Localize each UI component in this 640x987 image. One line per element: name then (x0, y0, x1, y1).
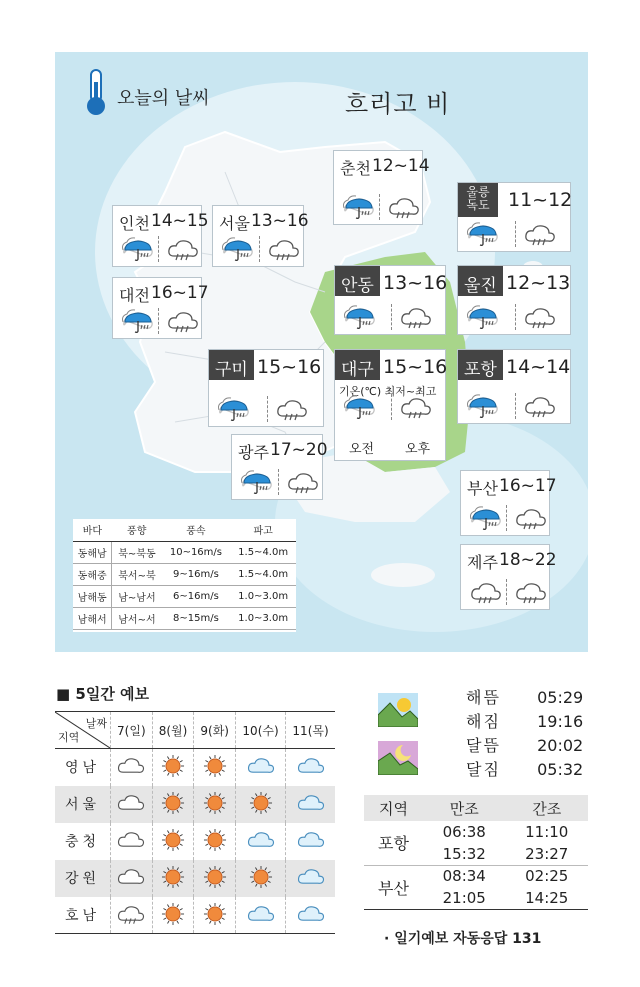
city-card (333, 150, 430, 225)
sunset-time: 19:16 (537, 712, 584, 731)
rain-icon (121, 308, 155, 334)
forecast-cell (152, 823, 194, 860)
tide-low: 23:27 (505, 843, 588, 865)
city-temp: 18~22 (499, 550, 557, 570)
forecast-cell (194, 823, 236, 860)
am-pm-divider (506, 505, 507, 531)
city-temp: 14~14 (506, 356, 571, 378)
marine-cell: 동해중 (73, 563, 112, 585)
marine-cell: 남서~서 (112, 607, 162, 629)
marine-row (73, 563, 296, 585)
cloud-icon (116, 865, 146, 891)
forecast-corner (55, 712, 111, 749)
moonrise-icon (378, 741, 418, 775)
forecast-region: 서울 (55, 786, 111, 823)
rain-icon (342, 194, 376, 220)
forecast-region: 영남 (64, 760, 101, 777)
rain-icon (240, 469, 274, 495)
city-temp: 11~12 (508, 189, 573, 211)
forecast-row (55, 860, 335, 897)
cloud-rain-icon (116, 902, 146, 928)
cloud-icon (116, 828, 146, 854)
rain-icon (469, 505, 503, 531)
today-condition: 흐리고 비 (345, 90, 451, 118)
forecast-day: 7(일) (111, 712, 153, 749)
forecast-row (55, 897, 335, 934)
forecast-cell (111, 897, 153, 934)
partly-cloudy-icon (246, 828, 276, 854)
am-pm-divider (158, 236, 159, 262)
moonset-label: 달짐 (466, 760, 501, 779)
forecast-region: 강원 (55, 860, 111, 897)
am-pm-divider (379, 194, 380, 220)
sun-icon (200, 754, 230, 780)
marine-header: 풍향 (112, 519, 162, 541)
tide-header: 지역 (364, 795, 423, 821)
city-card (460, 544, 557, 610)
marine-header: 바다 (73, 519, 112, 541)
marine-row (73, 607, 296, 629)
city-name: 춘천 (340, 159, 371, 178)
sun-icon (200, 791, 230, 817)
city-temp: 15~16 (257, 356, 322, 378)
tide-high: 08:34 (442, 867, 486, 886)
forecast-cell (286, 749, 335, 786)
forecast-cell (152, 786, 194, 823)
cloud-rain-icon (387, 194, 421, 220)
marine-cell: 북서~북 (112, 563, 162, 585)
forecast-cell (286, 786, 335, 823)
sunrise-icon (378, 693, 418, 727)
cloud-rain-icon (166, 236, 200, 262)
am-pm-divider (515, 393, 516, 419)
forecast-cell (286, 823, 335, 860)
forecast-cell (111, 823, 153, 860)
cloud-icon (116, 754, 146, 780)
city-temp: 13~16 (251, 211, 309, 231)
forecast-region: 충청 (64, 834, 101, 850)
partly-cloudy-icon (246, 754, 276, 780)
city-card (212, 205, 309, 267)
partly-cloudy-icon (296, 791, 326, 817)
city-card (460, 470, 557, 536)
partly-cloudy-icon (296, 754, 326, 780)
city-temp: 16~17 (151, 283, 209, 303)
city-name: 인천 (119, 214, 150, 233)
am-pm-divider (267, 396, 268, 422)
forecast-cell (286, 860, 335, 897)
partly-cloudy-icon (296, 902, 326, 928)
sun-icon (246, 865, 276, 891)
moonrise-time: 20:02 (537, 736, 584, 755)
forecast-day: 9(화) (194, 712, 236, 749)
sun-icon (158, 791, 188, 817)
cloud-rain-icon (514, 505, 548, 531)
moonrise-row (466, 733, 583, 756)
sun-icon (158, 754, 188, 780)
marine-header: 파고 (230, 519, 296, 541)
forecast-cell (236, 860, 286, 897)
city-name: 포항 (458, 350, 503, 380)
forecast-cell (236, 897, 286, 934)
cloud-icon (116, 791, 146, 817)
city-name: 안동 (335, 266, 380, 296)
forecast-day: 8(월) (152, 712, 194, 749)
sun-icon (158, 902, 188, 928)
forecast-cell (286, 897, 335, 934)
sunrise-time: 05:29 (537, 688, 584, 707)
moonrise-label: 달뜸 (466, 736, 501, 755)
city-name: 울릉 독도 (458, 183, 498, 217)
forecast-region: 호남 (55, 897, 111, 934)
city-name: 대전 (119, 286, 150, 305)
city-name: 제주 (467, 553, 498, 572)
city-name: 구미 (209, 350, 254, 380)
city-temp: 13~16 (383, 272, 448, 294)
forecast-cell (152, 897, 194, 934)
tide-low: 11:10 (525, 823, 569, 841)
marine-cell: 1.5~4.0m (230, 563, 296, 585)
auto-response-info: · 일기예보 자동응답 131 (384, 931, 542, 947)
cloud-rain-icon (514, 579, 548, 605)
marine-cell: 1.0~3.0m (230, 585, 296, 607)
city-name: 부산 (467, 479, 498, 498)
sun-icon (200, 902, 230, 928)
city-card (112, 205, 209, 267)
cloud-rain-icon (469, 579, 503, 605)
marine-cell: 남해서 (73, 607, 112, 629)
header (75, 64, 575, 118)
marine-cell: 10~16m/s (162, 541, 231, 563)
rain-icon (221, 236, 255, 262)
city-name: 대구 (335, 350, 380, 380)
partly-cloudy-icon (296, 865, 326, 891)
am-pm-divider (158, 308, 159, 334)
rain-icon (466, 393, 500, 419)
city-name: 울진 (458, 266, 503, 296)
forecast-cell (111, 860, 153, 897)
forecast-cell (111, 749, 153, 786)
city-card (208, 349, 324, 427)
sun-icon (200, 865, 230, 891)
cloud-rain-icon (523, 221, 557, 247)
cloud-rain-icon (523, 393, 557, 419)
forecast-cell (194, 897, 236, 934)
city-card (457, 182, 571, 252)
legend-am: 오전 (349, 442, 375, 457)
am-pm-divider (278, 469, 279, 495)
marine-cell: 동해남 (73, 541, 112, 563)
city-temp: 15~16 (383, 356, 448, 378)
cloud-rain-icon (275, 396, 309, 422)
tide-header: 만조 (423, 795, 505, 821)
sunrise-row (466, 685, 583, 708)
am-pm-divider (515, 221, 516, 247)
city-temp: 16~17 (499, 476, 557, 496)
sun-icon (246, 791, 276, 817)
marine-cell: 북~북동 (112, 541, 162, 563)
sun-icon (200, 828, 230, 854)
sun-icon (158, 828, 188, 854)
moonset-row (466, 757, 583, 780)
tide-high: 06:38 (442, 823, 486, 841)
forecast-cell (111, 786, 153, 823)
forecast-row (55, 749, 335, 786)
corner-region-label: 지역 (58, 731, 80, 744)
tide-low: 14:25 (505, 887, 588, 909)
thermometer-icon (83, 68, 109, 116)
page-title: 오늘의 날씨 (117, 88, 210, 109)
corner-date-label: 날짜 (85, 717, 107, 730)
marine-cell: 9~16m/s (162, 563, 231, 585)
rain-icon (343, 304, 377, 330)
legend-temp-label: 기온(℃) 최저~최고 (339, 385, 437, 398)
forecast-title: ■ 5일간 예보 (56, 685, 150, 703)
city-name: 광주 (238, 443, 269, 462)
cloud-rain-icon (267, 236, 301, 262)
tide-header: 간조 (505, 795, 588, 821)
city-card (112, 277, 209, 339)
cloud-rain-icon (399, 304, 433, 330)
rain-icon (121, 236, 155, 262)
forecast-cell (236, 786, 286, 823)
city-temp: 14~15 (151, 211, 209, 231)
marine-cell: 남해동 (73, 585, 112, 607)
cloud-rain-icon (286, 469, 320, 495)
sunset-label: 해짐 (466, 712, 501, 731)
sun-moon-times (378, 685, 588, 785)
partly-cloudy-icon (246, 902, 276, 928)
am-pm-divider (506, 579, 507, 605)
forecast-cell (152, 749, 194, 786)
partly-cloudy-icon (296, 828, 326, 854)
rain-icon (466, 221, 500, 247)
marine-cell: 남~남서 (112, 585, 162, 607)
city-card (231, 434, 328, 500)
forecast-cell (194, 749, 236, 786)
sunrise-label: 해뜸 (466, 688, 501, 707)
rain-icon (466, 304, 500, 330)
forecast-cell (152, 860, 194, 897)
marine-cell: 8~15m/s (162, 607, 231, 629)
forecast-day: 10(수) (236, 712, 286, 749)
cloud-rain-icon (166, 308, 200, 334)
city-card (457, 349, 571, 424)
rain-icon (217, 396, 251, 422)
tide-port: 부산 (364, 865, 423, 909)
marine-cell: 6~16m/s (162, 585, 231, 607)
marine-forecast-table (73, 519, 296, 632)
marine-cell: 1.0~3.0m (230, 607, 296, 629)
forecast-cell (236, 823, 286, 860)
am-pm-divider (391, 304, 392, 330)
am-pm-divider (259, 236, 260, 262)
forecast-row (55, 823, 335, 860)
city-card (334, 265, 446, 335)
city-temp: 12~13 (506, 272, 571, 294)
marine-cell: 1.5~4.0m (230, 541, 296, 563)
city-name: 서울 (219, 214, 250, 233)
forecast-row (55, 786, 335, 823)
tide-high: 21:05 (423, 887, 505, 909)
cloud-rain-icon (523, 304, 557, 330)
legend-pm: 오후 (405, 442, 431, 457)
tide-table (364, 795, 588, 910)
city-card (334, 349, 446, 461)
tide-port: 포항 (364, 821, 423, 865)
moonset-time: 05:32 (537, 760, 584, 779)
city-temp: 12~14 (372, 156, 430, 176)
tide-low: 02:25 (525, 867, 569, 886)
forecast-cell (236, 749, 286, 786)
sun-icon (158, 865, 188, 891)
city-card (457, 265, 571, 335)
forecast-cell (194, 860, 236, 897)
five-day-forecast-table (55, 711, 335, 934)
city-temp: 17~20 (270, 440, 328, 460)
marine-row (73, 541, 296, 563)
tide-high: 15:32 (423, 843, 505, 865)
marine-header: 풍속 (162, 519, 231, 541)
sunset-row (466, 709, 583, 732)
am-pm-divider (515, 304, 516, 330)
marine-row (73, 585, 296, 607)
forecast-cell (194, 786, 236, 823)
forecast-day: 11(목) (286, 712, 335, 749)
